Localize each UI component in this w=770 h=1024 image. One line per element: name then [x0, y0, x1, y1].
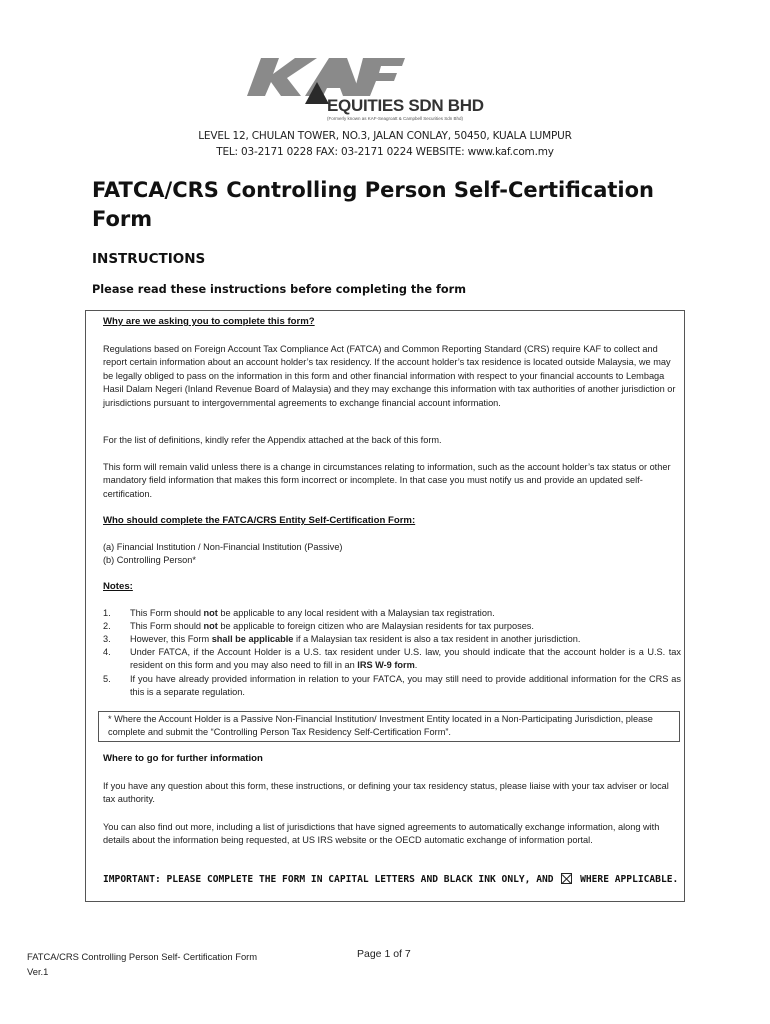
who-item-b: (b) Controlling Person*: [103, 555, 196, 565]
please-read-note: Please read these instructions before completing the form: [92, 283, 466, 296]
why-paragraph-2: For the list of definitions, kindly refer the Appendix attached at the back of this form.: [103, 435, 442, 445]
asterisk-note: * Where the Account Holder is a Passive Non-Financial Institution/ Investment Entity located in a Non-Participating Jurisdiction, please complete and submit the “Controlling Person Tax Residency Self-Certification Form”.: [108, 714, 653, 738]
why-heading: Why are we asking you to complete this form?: [103, 316, 315, 327]
company-contact: TEL: 03-2171 0228 FAX: 03-2171 0224 WEBSITE: www.kaf.com.my: [216, 146, 554, 158]
where-heading: Where to go for further information: [103, 753, 263, 764]
instructions-heading: INSTRUCTIONS: [92, 251, 206, 267]
note-item: Under FATCA, if the Account Holder is a U.S. tax resident under U.S. law, you should indicate that the account holder is a U.S. tax resident on this form and you may also need to fill in an IRS W-9 form.: [130, 647, 681, 671]
asterisk-note-box: [98, 711, 680, 742]
who-heading: Who should complete the FATCA/CRS Entity Self-Certification Form:: [103, 515, 416, 526]
note-number: 5.: [103, 674, 111, 684]
checked-box-icon: [561, 873, 572, 884]
page-number: Page 1 of 7: [357, 948, 411, 960]
note-number: 3.: [103, 634, 111, 644]
note-item: However, this Form shall be applicable if a Malaysian tax resident is also a tax resident in another jurisdiction.: [130, 634, 581, 644]
why-paragraph-1: Regulations based on Foreign Account Tax Compliance Act (FATCA) and Common Reporting Standard (CRS) require KAF to collect and report certain information about an account holder’s tax residency. If the account holder’s tax residence is located outside Malaysia, we may be legally obliged to pass on the information in this form and other financial information with respect to your financial accounts to Lembaga Hasil Dalam Negeri (Inland Revenue Board of Malaysia) and they may exchange this information with tax authorities of another jurisdiction or jurisdictions pursuant to intergovernmental agreements to exchange financial account information.: [103, 344, 676, 408]
former-name: (Formerly known as KAF-Seagroatt & Campbell Securities Sdn Bhd): [327, 116, 464, 121]
footer-form-name: FATCA/CRS Controlling Person Self- Certification Form: [27, 951, 258, 962]
why-paragraph-3: This form will remain valid unless there is a change in circumstances relating to information, such as the account holder’s tax status or other mandatory field information that makes this form incorrect or incomplete. In that case you must notify us and provide an updated self-certification.: [103, 462, 671, 499]
note-item: This Form should not be applicable to any local resident with a Malaysian tax registration.: [130, 608, 495, 618]
note-number: 4.: [103, 647, 111, 657]
page-title: FATCA/CRS Controlling Person Self-Certification Form: [92, 178, 655, 231]
where-paragraph-1: If you have any question about this form, these instructions, or defining your tax residency status, please liaise with your tax adviser or local tax authority.: [103, 781, 669, 805]
company-name: EQUITIES SDN BHD: [327, 96, 484, 115]
footer-version: Ver.1: [27, 966, 49, 977]
where-paragraph-2: You can also find out more, including a list of jurisdictions that have signed agreements to automatically exchange information, along with details about the information being requested, at US IRS website or the OECD automatic exchange of information portal.: [103, 822, 660, 846]
important-note: IMPORTANT: PLEASE COMPLETE THE FORM IN CAPITAL LETTERS AND BLACK INK ONLY, AND WHERE APPLICABLE.: [103, 874, 679, 885]
who-item-a: (a) Financial Institution / Non-Financial Institution (Passive): [103, 542, 343, 552]
note-number: 1.: [103, 608, 111, 618]
note-item: If you have already provided information in relation to your FATCA, you may still need to provide additional information for the CRS as this is a separate regulation.: [130, 674, 681, 698]
note-number: 2.: [103, 621, 111, 631]
company-logo: [243, 52, 503, 124]
company-address: LEVEL 12, CHULAN TOWER, NO.3, JALAN CONLAY, 50450, KUALA LUMPUR: [198, 130, 572, 142]
notes-heading: Notes:: [103, 581, 133, 592]
note-item: This Form should not be applicable to foreign citizen who are Malaysian residents for tax purposes.: [130, 621, 534, 631]
